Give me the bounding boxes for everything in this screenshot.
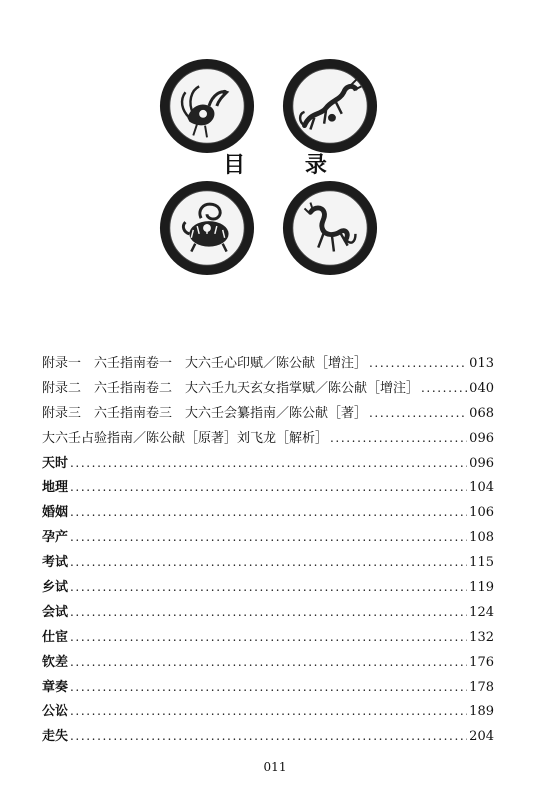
toc-entry-page: 108 <box>469 530 494 546</box>
black-tortoise-icon <box>158 179 256 277</box>
toc-leader-dots <box>421 381 467 395</box>
toc-entry-label: 孕产 <box>42 530 69 546</box>
toc-entry[interactable] <box>42 501 494 526</box>
toc-leader-dots <box>70 555 467 569</box>
toc-leader-dots <box>369 406 467 420</box>
toc-entry[interactable] <box>42 700 494 725</box>
toc-entry[interactable] <box>42 551 494 576</box>
toc-leader-dots <box>70 505 467 519</box>
toc-entry-label: 会试 <box>42 604 69 620</box>
toc-leader-dots <box>70 480 467 494</box>
vermilion-bird-icon <box>158 57 256 155</box>
toc-entry-label: 钦差 <box>42 654 69 670</box>
toc-leader-dots <box>369 356 467 370</box>
toc-entry-label: 地理 <box>42 480 69 496</box>
toc-entry-label: 大六壬占验指南／陈公献［原著］刘飞龙［解析］ <box>42 430 329 446</box>
toc-leader-dots <box>70 630 467 644</box>
toc-leader-dots <box>70 530 467 544</box>
toc-entry-label: 附录二 六壬指南卷二 大六壬九天玄女指掌赋／陈公献［增注］ <box>42 380 420 396</box>
toc-entry-label: 附录一 六壬指南卷一 大六壬心印赋／陈公献［增注］ <box>42 356 368 371</box>
toc-entry[interactable] <box>42 427 494 452</box>
toc-entry[interactable] <box>42 576 494 601</box>
toc-entry-label: 章奏 <box>42 679 69 695</box>
toc-leader-dots <box>70 680 467 694</box>
toc-entry[interactable] <box>42 676 494 701</box>
toc-entry-page: 204 <box>469 729 494 745</box>
toc-entry-label: 天时 <box>42 455 69 471</box>
toc-leader-dots <box>70 580 467 594</box>
toc-entry[interactable] <box>42 352 494 377</box>
toc-entry-label: 附录三 六壬指南卷三 大六壬会纂指南／陈公献［著］ <box>42 405 368 421</box>
toc-entry-page: 104 <box>469 480 494 496</box>
toc-entry-label: 婚姻 <box>42 505 69 521</box>
toc-entry-label: 走失 <box>42 729 69 745</box>
toc-entry-label: 乡试 <box>42 580 69 596</box>
toc-entry-page: 106 <box>469 505 494 521</box>
toc-leader-dots <box>330 431 467 445</box>
toc-entry[interactable] <box>42 452 494 477</box>
toc-entry[interactable] <box>42 526 494 551</box>
toc-entry-page: 176 <box>469 654 494 670</box>
toc-leader-dots <box>70 729 467 743</box>
toc-entry-page: 040 <box>469 380 494 396</box>
toc-entry-page: 189 <box>469 704 494 720</box>
toc-leader-dots <box>70 704 467 718</box>
toc-entry[interactable] <box>42 725 494 750</box>
toc-entry-label: 仕宦 <box>42 629 69 645</box>
toc-entry[interactable] <box>42 402 494 427</box>
toc-entry-page: 013 <box>469 356 494 371</box>
toc-entry-page: 119 <box>469 580 494 596</box>
toc-leader-dots <box>70 456 467 470</box>
toc-entry-label: 公讼 <box>42 704 69 720</box>
toc-entry-page: 124 <box>469 604 494 620</box>
toc-entry-page: 115 <box>469 555 494 571</box>
toc-entry-label: 考试 <box>42 555 69 571</box>
toc-entry[interactable] <box>42 626 494 651</box>
toc-entry-page: 132 <box>469 629 494 645</box>
toc-leader-dots <box>70 655 467 669</box>
toc-entry-page: 096 <box>469 430 494 446</box>
azure-dragon-icon <box>281 57 379 155</box>
toc-entry[interactable] <box>42 601 494 626</box>
toc-entry-page: 178 <box>469 679 494 695</box>
toc-entry[interactable] <box>42 476 494 501</box>
toc-entry[interactable] <box>42 651 494 676</box>
toc-entry[interactable] <box>42 377 494 402</box>
toc-leader-dots <box>70 605 467 619</box>
page-number: 011 <box>263 760 287 774</box>
toc-entry-page: 068 <box>469 405 494 421</box>
white-tiger-icon <box>281 179 379 277</box>
toc-entry-page: 096 <box>469 455 494 471</box>
page-title: 目 录 <box>223 153 353 178</box>
table-of-contents <box>42 352 494 750</box>
